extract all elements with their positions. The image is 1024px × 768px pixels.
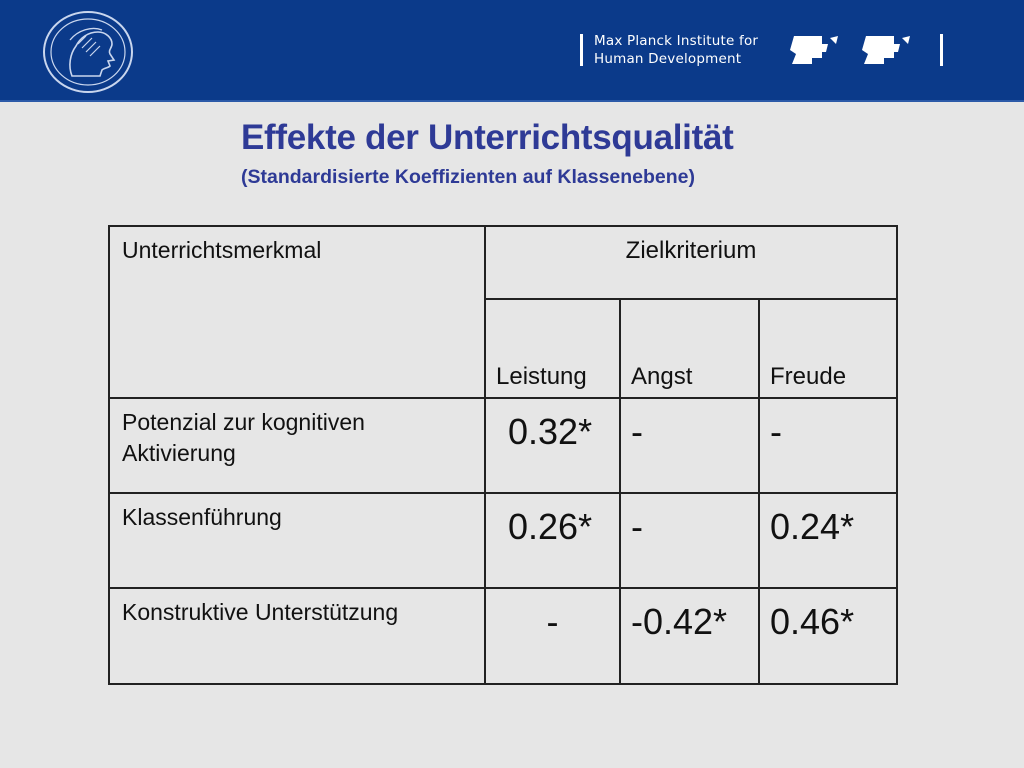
value-cell: - [620,398,759,493]
header-divider-left [580,34,583,66]
slide-subtitle: (Standardisierte Koeffizienten auf Klassenebene) [241,166,696,188]
slide-title: Effekte der Unterrichtsqualität [241,118,734,157]
table-row [109,398,897,493]
value-cell: 0.32* [485,398,620,493]
value-cell: 0.46* [759,588,897,684]
minerva-logo-icon [42,10,134,94]
row-header-cell: Unterrichtsmerkmal [109,226,485,398]
column-header-freude: Freude [759,299,897,398]
value-cell: -0.42* [620,588,759,684]
profile-emblem-icon [788,32,844,68]
institute-line-2: Human Development [594,51,742,67]
value-cell: 0.24* [759,493,897,588]
column-header-leistung: Leistung [485,299,620,398]
table-row [109,588,897,684]
value-cell: - [620,493,759,588]
value-cell: 0.26* [485,493,620,588]
row-label: Potenzial zur kognitiven Aktivierung [109,398,485,493]
row-label: Konstruktive Unterstützung [109,588,485,684]
row-label: Klassenführung [109,493,485,588]
table-header-row [109,226,897,299]
group-header-cell: Zielkriterium [485,226,897,299]
value-cell: - [759,398,897,493]
value-cell: - [485,588,620,684]
table-row [109,493,897,588]
column-header-angst: Angst [620,299,759,398]
institute-line-1: Max Planck Institute for [594,33,759,49]
header-divider-right [940,34,943,66]
profile-emblem-icon [860,32,916,68]
results-table [108,225,898,685]
institute-name [594,32,784,68]
